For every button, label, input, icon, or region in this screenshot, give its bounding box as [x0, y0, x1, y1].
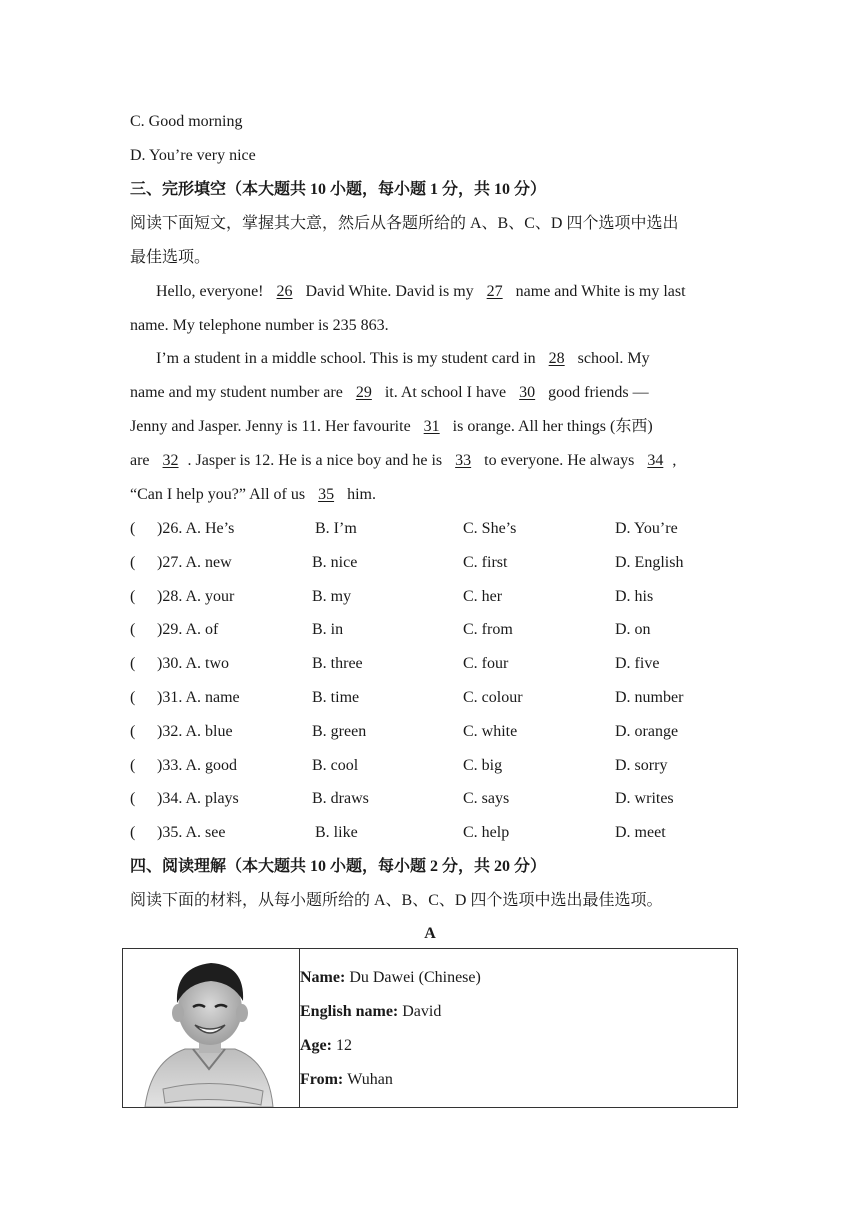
- option-d: D. writes: [615, 790, 674, 807]
- passage-text: David White. David is my: [301, 283, 478, 300]
- option-c: C. white: [463, 723, 518, 740]
- option-d: D. five: [615, 655, 660, 672]
- blank-30: 30: [519, 384, 536, 401]
- option-b: B. nice: [312, 554, 358, 571]
- name-value: Du Dawei (Chinese): [349, 969, 481, 986]
- photo-cell: [123, 949, 300, 1108]
- option-d: D. meet: [615, 824, 666, 841]
- passage-line: [130, 485, 376, 505]
- option-c: C. says: [463, 790, 510, 807]
- option-d: D. orange: [615, 723, 679, 740]
- question-row-33: [130, 756, 730, 776]
- question-stem-option-a: )34. A. plays: [157, 790, 239, 807]
- option-c: C. her: [463, 588, 503, 605]
- option-d: D. number: [615, 689, 684, 706]
- passage-line: [130, 451, 676, 471]
- passage-text: . Jasper is 12. He is a nice boy and he is: [187, 452, 447, 469]
- passage-text: him.: [343, 486, 376, 503]
- option-c-good-morning: C. Good morning: [130, 113, 243, 130]
- boy-portrait-photo: [123, 949, 299, 1107]
- option-b: B. green: [312, 723, 367, 740]
- answer-paren[interactable]: (: [130, 588, 136, 605]
- option-c: C. first: [463, 554, 508, 571]
- age-value: 12: [335, 1037, 352, 1054]
- name-row: [300, 961, 737, 995]
- answer-paren[interactable]: (: [130, 757, 136, 774]
- option-d-very-nice: D. You’re very nice: [130, 147, 256, 164]
- section3-instruction-line2: 最佳选项。: [130, 249, 211, 266]
- section4-instruction: 阅读下面的材料，从每小题所给的 A、B、C、D 四个选项中选出最佳选项。: [130, 892, 663, 909]
- question-row-28: [130, 587, 730, 607]
- question-stem-option-a: )30. A. two: [157, 655, 229, 672]
- option-d: D. his: [615, 588, 654, 605]
- blank-31: 31: [423, 418, 440, 435]
- option-b: B. I’m: [315, 520, 357, 537]
- option-c: C. four: [463, 655, 509, 672]
- blank-35: 35: [318, 486, 335, 503]
- passage-line: [130, 383, 649, 403]
- passage-a-title: A: [424, 925, 436, 942]
- question-row-29: [130, 620, 730, 640]
- passage-text: name and White is my last: [511, 283, 686, 300]
- question-row-35: [130, 823, 730, 843]
- option-c: C. colour: [463, 689, 523, 706]
- question-stem-option-a: )28. A. your: [157, 588, 235, 605]
- question-stem-option-a: )31. A. name: [157, 689, 240, 706]
- option-c: C. big: [463, 757, 503, 774]
- question-stem-option-a: )27. A. new: [157, 554, 232, 571]
- question-row-31: [130, 688, 730, 708]
- passage-text: good friends —: [544, 384, 649, 401]
- passage-text: school. My: [573, 350, 650, 367]
- passage-text: I’m a student in a middle school. This is my student card in: [156, 350, 540, 367]
- passage-text: Jenny and Jasper. Jenny is 11. Her favourite: [130, 418, 415, 435]
- passage-text: to everyone. He always: [480, 452, 639, 469]
- question-row-26: [130, 519, 730, 539]
- blank-32: 32: [162, 452, 179, 469]
- answer-paren[interactable]: (: [130, 520, 136, 537]
- answer-paren[interactable]: (: [130, 554, 136, 571]
- english-name-value: David: [402, 1003, 442, 1020]
- answer-paren[interactable]: (: [130, 689, 136, 706]
- answer-paren[interactable]: (: [130, 824, 136, 841]
- section3-instruction-line1: 阅读下面短文，掌握其大意，然后从各题所给的 A、B、C、D 四个选项中选出: [130, 215, 679, 232]
- answer-paren[interactable]: (: [130, 621, 136, 638]
- profile-card: [122, 948, 738, 1108]
- passage-line: name. My telephone number is 235 863.: [130, 317, 389, 334]
- option-c: C. from: [463, 621, 513, 638]
- question-row-32: [130, 722, 730, 742]
- blank-29: 29: [355, 384, 372, 401]
- passage-text: is orange. All her things (东西): [448, 418, 653, 435]
- option-b: B. my: [312, 588, 352, 605]
- passage-text: ,: [672, 452, 677, 469]
- option-b: B. time: [312, 689, 360, 706]
- name-label: Name:: [300, 969, 346, 986]
- from-row: [300, 1063, 737, 1097]
- answer-paren[interactable]: (: [130, 790, 136, 807]
- section4-heading: 四、阅读理解（本大题共 10 小题，每小题 2 分，共 20 分）: [130, 858, 547, 875]
- option-b: B. in: [312, 621, 344, 638]
- question-stem-option-a: )33. A. good: [157, 757, 237, 774]
- option-c: C. She’s: [463, 520, 517, 537]
- passage-line: [130, 417, 653, 437]
- option-d: D. sorry: [615, 757, 668, 774]
- blank-33: 33: [455, 452, 472, 469]
- info-cell: [300, 949, 738, 1108]
- option-d: D. You’re: [615, 520, 678, 537]
- option-d: D. English: [615, 554, 684, 571]
- answer-paren[interactable]: (: [130, 723, 136, 740]
- blank-26: 26: [276, 283, 293, 300]
- passage-text: it. At school I have: [380, 384, 511, 401]
- passage-text: “Can I help you?” All of us: [130, 486, 310, 503]
- option-d: D. on: [615, 621, 651, 638]
- age-row: [300, 1029, 737, 1063]
- question-row-27: [130, 553, 730, 573]
- english-name-row: [300, 995, 737, 1029]
- from-label: From:: [300, 1071, 344, 1088]
- english-name-label: English name:: [300, 1003, 399, 1020]
- option-b: B. cool: [312, 757, 359, 774]
- passage-text: are: [130, 452, 154, 469]
- question-row-30: [130, 654, 730, 674]
- option-b: B. like: [315, 824, 358, 841]
- question-stem-option-a: )35. A. see: [157, 824, 226, 841]
- question-stem-option-a: )26. A. He’s: [157, 520, 235, 537]
- section3-heading: 三、完形填空（本大题共 10 小题，每小题 1 分，共 10 分）: [130, 181, 547, 198]
- from-value: Wuhan: [347, 1071, 393, 1088]
- option-b: B. draws: [312, 790, 369, 807]
- passage-text: Hello, everyone!: [156, 283, 268, 300]
- option-b: B. three: [312, 655, 363, 672]
- blank-28: 28: [548, 350, 565, 367]
- age-label: Age:: [300, 1037, 332, 1054]
- answer-paren[interactable]: (: [130, 655, 136, 672]
- passage-text: name and my student number are: [130, 384, 347, 401]
- question-stem-option-a: )29. A. of: [157, 621, 219, 638]
- blank-27: 27: [486, 283, 503, 300]
- passage-line: [156, 349, 650, 369]
- option-c: C. help: [463, 824, 510, 841]
- question-row-34: [130, 789, 730, 809]
- question-stem-option-a: )32. A. blue: [157, 723, 233, 740]
- blank-34: 34: [647, 452, 664, 469]
- passage-line: [156, 282, 686, 302]
